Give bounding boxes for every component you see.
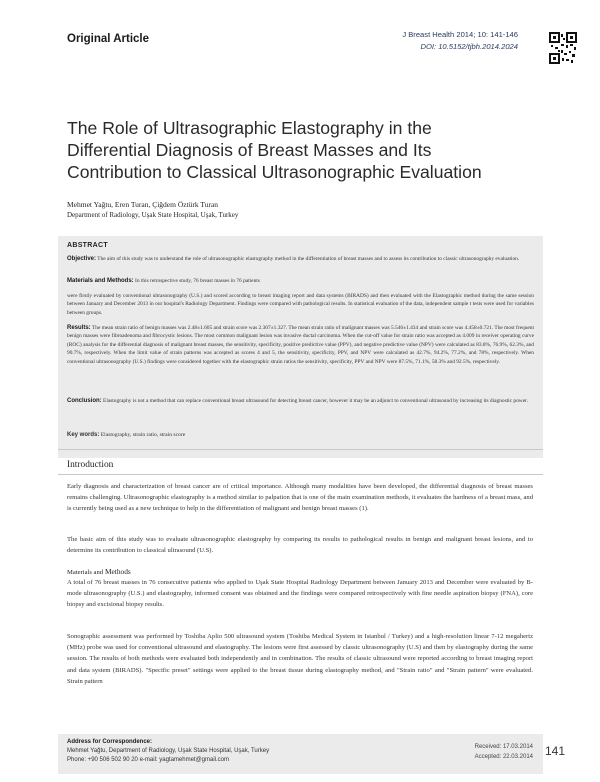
title-line: Contribution to Classical Ultrasonographic Evaluation bbox=[67, 162, 482, 182]
objective-text: The aim of this study was to understand the role of ultrasonographic elastography method in the differentiation of breast masses and to assess its contribution to classic ultrasonography evaluation. bbox=[97, 256, 520, 262]
correspondence-contact[interactable]: Phone: +90 506 502 90 20 e-mail: yagtamehmet@gmail.com bbox=[67, 757, 230, 763]
results-label: Results: bbox=[67, 325, 91, 331]
section-divider bbox=[58, 449, 543, 450]
abstract-methods-first-line bbox=[67, 278, 260, 284]
article-type-label: Original Article bbox=[67, 33, 150, 45]
abstract-objective bbox=[67, 255, 534, 263]
journal-citation: J Breast Health 2014; 10: 141-146 bbox=[402, 30, 518, 39]
objective-label: Objective: bbox=[67, 256, 97, 262]
results-text: The mean strain ratio of benign masses was 2.48±1.605 and strain score was 2.307±1.327. The mean strain ratio of malignant masses was 5.546±1.434 and strain score was 4.458±0.721. The most frequent benign masses were fibroadenoma and fibrocystic lesions. The most common malignant lesion was invasive ductal carcinoma. When the cut-off value for strain ratio was accepted as 4.009 in receiver operating curve (ROC) analysis for the differential diagnosis of malignant breast masses, the sensitivity, specificity, positive predictive value (PPV), and negative predictive value (NPV) were calculated as 83.8%, 76.9%, 62.3%, and 90.7%, respectively. When the limit value of strain patterns was accepted as scores 4 and 5, the sensitivity, specificity, PPV, and NPV were calculated as 42.7%, 94.2%, 77.2%, and 78%, respectively. When conventional ultrasonography (U.S.) findings were considered together with the elastographic strain ratios the sensitivity, specificity, PPV and NPV were 87.5%, 71.1%, 58.3% and 92.5%, respectively. bbox=[67, 325, 534, 365]
title-line: Differential Diagnosis of Breast Masses and Its bbox=[67, 140, 432, 160]
introduction-heading: Introduction bbox=[67, 460, 114, 470]
abstract-results bbox=[67, 324, 534, 366]
heading-divider bbox=[58, 474, 543, 475]
methods-paragraph: A total of 76 breast masses in 76 consecutive patients who applied to Uşak State Hospital Radiology Department between January 2013 and December were evaluated by B-mode ultrasonography (U.S.) and elastography, informed consent was obtained and the findings were compared retrospectively with fine needle aspiration biopsy (FNA), core biopsy and excisional biopsy results. bbox=[67, 579, 533, 609]
correspondence-heading: Address for Correspondence: bbox=[67, 739, 153, 745]
correspondence-block bbox=[67, 738, 269, 765]
methods-heading-part: Methods bbox=[104, 567, 131, 576]
doi-link[interactable]: DOI: 10.5152/tjbh.2014.2024 bbox=[420, 42, 518, 51]
received-date: Received: 17.03.2014 bbox=[474, 744, 533, 750]
methods-heading-part: Materials and bbox=[67, 569, 104, 576]
author-affiliation: Department of Radiology, Uşak State Hospital, Uşak, Turkey bbox=[67, 211, 239, 219]
correspondence-address: Mehmet Yağtu, Department of Radiology, Uşak State Hospital, Uşak, Turkey bbox=[67, 748, 270, 754]
conclusion-text: Elastography is not a method that can replace conventional breast ultrasound for detecting breast cancer, however it may be an adjunct to conventional ultrasound by increasing its diagnostic power. bbox=[103, 398, 528, 404]
page-number: 141 bbox=[545, 744, 566, 758]
title-line: The Role of Ultrasographic Elastography in the bbox=[67, 118, 432, 138]
article-dates bbox=[420, 743, 533, 762]
abstract-conclusion bbox=[67, 397, 534, 405]
keywords-text: Elastography, strain ratio, strain score bbox=[100, 432, 186, 438]
introduction-paragraph: The basic aim of this study was to evaluate ultrasonographic elastography by comparing its results to pathological results in benign and malignant breast lesions, and to determine its contribution to classical ultrasound (U.S). bbox=[67, 536, 533, 555]
abstract-methods: were firstly evaluated by conventional ultrasonography (U.S.) and scored according to breast imaging report and data systems (BIRADS) and then evaluated with the Elastographic method during the same session between January and December 2013 in our hospital's Radiology Department. Findings were compared with pathological results. In statistical evaluation of the data, independent sample t tests were used for variables between groups. bbox=[67, 293, 534, 316]
keywords bbox=[67, 432, 185, 438]
methods-first-line-text: In this retrospective study, 76 breast masses in 76 patients bbox=[135, 278, 260, 284]
methods-paragraph: Sonographic assessment was performed by Toshiba Aplio 500 ultrasound system (Toshiba Medical System in Istanbul / Turkey) and a high-resolution linear 7-12 megahertz (MHz) probe was used for conventional ultrasound and elastography. The lesions were first assessed by classic ultrasonography (U.S) and then by elastography during the same session. The results of both methods were evaluated both independently and in combination. The results of classic ultrasound were reported according to breast imaging report and data system (BIRADS). "Specific preset" settings were applied to the breast tissue during elastography method, and "Strain ratio" and "Strain pattern" were evaluated. Strain pattern bbox=[67, 633, 533, 685]
introduction-paragraph: Early diagnosis and characterization of breast cancer are of critical importance. Although many modalities have been developed, the differential diagnosis of breast masses remains challenging. Ultrasonographic elastography is a method similar to palpation that is one of the main examination methods, it evaluates the hardness of a breast mass, and is currently being used as a new technique to help in the differentiation of malignant and benign breast masses (1). bbox=[67, 483, 533, 513]
qr-code-icon bbox=[549, 32, 577, 64]
methods-label: Materials and Methods: bbox=[67, 278, 134, 284]
keywords-label: Key words: bbox=[67, 432, 100, 438]
methods-heading bbox=[67, 567, 131, 576]
accepted-date: Accepted: 22.03.2014 bbox=[474, 753, 533, 760]
article-title bbox=[67, 117, 537, 183]
author-list: Mehmet Yağtu, Eren Turan, Çiğdem Öztürk Turan bbox=[67, 200, 219, 209]
abstract-heading: ABSTRACT bbox=[67, 242, 108, 249]
conclusion-label: Conclusion: bbox=[67, 398, 102, 404]
journal-reference bbox=[402, 29, 518, 53]
